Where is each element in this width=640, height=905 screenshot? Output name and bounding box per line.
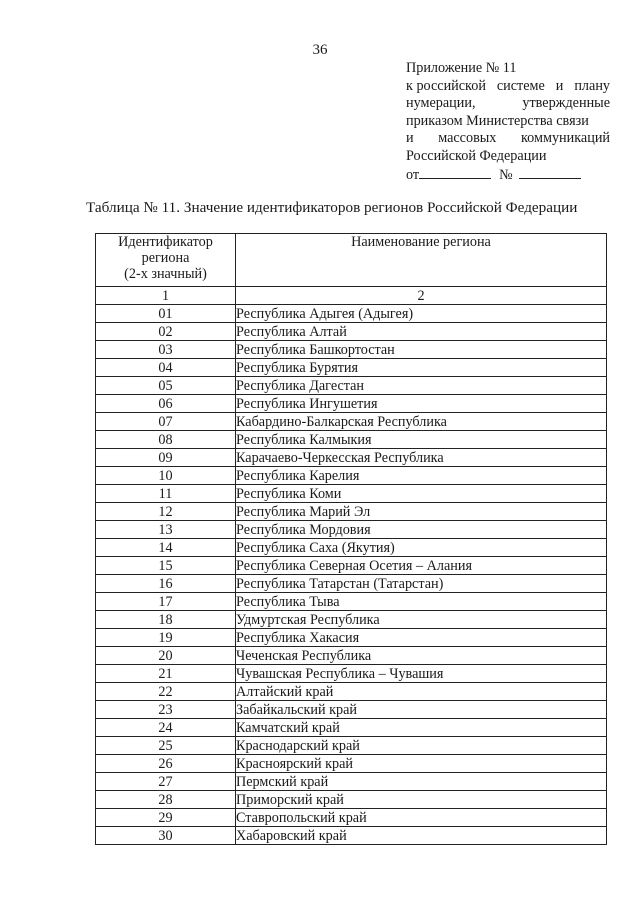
- region-name-cell: Республика Ингушетия: [236, 395, 607, 413]
- table-row: [96, 305, 607, 323]
- table-header-row: [96, 234, 607, 287]
- region-id-cell: 12: [96, 503, 236, 521]
- region-id-cell: 21: [96, 665, 236, 683]
- region-name-cell: Республика Калмыкия: [236, 431, 607, 449]
- table-row: [96, 665, 607, 683]
- region-id-cell: 01: [96, 305, 236, 323]
- region-id-cell: 17: [96, 593, 236, 611]
- region-id-cell: 29: [96, 809, 236, 827]
- region-name-cell: Карачаево-Черкесская Республика: [236, 449, 607, 467]
- table-row: [96, 503, 607, 521]
- region-id-cell: 18: [96, 611, 236, 629]
- table-row: [96, 413, 607, 431]
- appendix-line-4: [406, 130, 610, 148]
- region-id-cell: 20: [96, 647, 236, 665]
- region-id-cell: 14: [96, 539, 236, 557]
- region-id-cell: 25: [96, 737, 236, 755]
- region-name-cell: Республика Карелия: [236, 467, 607, 485]
- table-row: [96, 557, 607, 575]
- region-id-cell: 06: [96, 395, 236, 413]
- table-row: [96, 359, 607, 377]
- table-row: [96, 791, 607, 809]
- appendix-line-5: Российской Федерации: [406, 147, 547, 164]
- header-region-id: [96, 234, 236, 287]
- table-row: [96, 647, 607, 665]
- appendix-line-1-right: плану: [574, 77, 610, 94]
- table-row: [96, 521, 607, 539]
- region-id-cell: 10: [96, 467, 236, 485]
- region-name-cell: Приморский край: [236, 791, 607, 809]
- region-id-cell: 27: [96, 773, 236, 791]
- appendix-line-2: [406, 95, 610, 113]
- table-row: [96, 395, 607, 413]
- table-row: [96, 593, 607, 611]
- table-row: [96, 701, 607, 719]
- column-number-row: [96, 287, 607, 305]
- region-id-cell: 28: [96, 791, 236, 809]
- appendix-line-1-mid: системе: [496, 77, 545, 94]
- region-id-cell: 13: [96, 521, 236, 539]
- region-id-cell: 30: [96, 827, 236, 845]
- table-row: [96, 683, 607, 701]
- table-row: [96, 323, 607, 341]
- header-id-line-2: региона: [141, 250, 190, 266]
- table-row: [96, 773, 607, 791]
- table-row: [96, 719, 607, 737]
- table-row: [96, 431, 607, 449]
- table-caption: Таблица № 11. Значение идентификаторов регионов Российской Федерации: [86, 199, 578, 216]
- region-name-cell: Красноярский край: [236, 755, 607, 773]
- appendix-line-1-mid2: и: [555, 77, 564, 94]
- region-id-cell: 24: [96, 719, 236, 737]
- table-row: [96, 809, 607, 827]
- region-name-cell: Камчатский край: [236, 719, 607, 737]
- region-id-cell: 15: [96, 557, 236, 575]
- region-name-cell: Республика Алтай: [236, 323, 607, 341]
- appendix-line-1: [406, 78, 610, 96]
- region-name-cell: Республика Дагестан: [236, 377, 607, 395]
- region-name-cell: Республика Хакасия: [236, 629, 607, 647]
- appendix-block: [406, 60, 610, 184]
- column-number-2: 2: [236, 287, 607, 305]
- region-name-cell: Республика Марий Эл: [236, 503, 607, 521]
- region-name-cell: Республика Тыва: [236, 593, 607, 611]
- region-name-cell: Кабардино-Балкарская Республика: [236, 413, 607, 431]
- region-name-cell: Республика Северная Осетия – Алания: [236, 557, 607, 575]
- table-row: [96, 827, 607, 845]
- region-name-cell: Республика Бурятия: [236, 359, 607, 377]
- table-row: [96, 611, 607, 629]
- region-name-cell: Республика Башкортостан: [236, 341, 607, 359]
- header-id-line-1: Идентификатор: [118, 234, 213, 250]
- region-name-cell: Ставропольский край: [236, 809, 607, 827]
- column-number-1: 1: [96, 287, 236, 305]
- region-id-cell: 08: [96, 431, 236, 449]
- table-row: [96, 467, 607, 485]
- table-row: [96, 341, 607, 359]
- table-row: [96, 539, 607, 557]
- table-row: [96, 449, 607, 467]
- appendix-title: Приложение № 11: [406, 60, 517, 76]
- region-name-cell: Республика Татарстан (Татарстан): [236, 575, 607, 593]
- table-body: [96, 305, 607, 845]
- region-id-cell: 23: [96, 701, 236, 719]
- appendix-line-3: приказом Министерства связи: [406, 112, 589, 129]
- region-id-cell: 19: [96, 629, 236, 647]
- region-id-cell: 16: [96, 575, 236, 593]
- page-number: 36: [312, 42, 328, 58]
- region-name-cell: Чувашская Республика – Чувашия: [236, 665, 607, 683]
- region-id-cell: 05: [96, 377, 236, 395]
- table-row: [96, 485, 607, 503]
- date-blank: [419, 166, 491, 179]
- date-prefix: от: [406, 166, 420, 183]
- header-id-line-3: (2-х значный): [124, 266, 207, 282]
- region-name-cell: Алтайский край: [236, 683, 607, 701]
- region-name-cell: Республика Мордовия: [236, 521, 607, 539]
- region-id-cell: 07: [96, 413, 236, 431]
- appendix-line-2-left: нумерации,: [406, 95, 476, 112]
- region-name-cell: Пермский край: [236, 773, 607, 791]
- region-name-cell: Республика Коми: [236, 485, 607, 503]
- region-name-cell: Республика Саха (Якутия): [236, 539, 607, 557]
- table-row: [96, 629, 607, 647]
- appendix-line-4-mid: массовых: [438, 130, 497, 147]
- region-id-cell: 09: [96, 449, 236, 467]
- region-id-cell: 11: [96, 485, 236, 503]
- table-row: [96, 377, 607, 395]
- number-blank: [519, 166, 581, 179]
- regions-table: [95, 233, 607, 845]
- header-region-name: Наименование региона: [236, 234, 607, 287]
- region-name-cell: Удмуртская Республика: [236, 611, 607, 629]
- appendix-line-4-right: коммуникаций: [521, 130, 610, 147]
- region-name-cell: Хабаровский край: [236, 827, 607, 845]
- region-id-cell: 22: [96, 683, 236, 701]
- table-row: [96, 737, 607, 755]
- region-id-cell: 03: [96, 341, 236, 359]
- region-name-cell: Краснодарский край: [236, 737, 607, 755]
- table-row: [96, 575, 607, 593]
- region-name-cell: Республика Адыгея (Адыгея): [236, 305, 607, 323]
- region-name-cell: Чеченская Республика: [236, 647, 607, 665]
- region-name-cell: Забайкальский край: [236, 701, 607, 719]
- appendix-line-2-right: утвержденные: [522, 95, 610, 112]
- region-id-cell: 26: [96, 755, 236, 773]
- number-prefix: №: [499, 166, 513, 183]
- appendix-line-4-left: и: [406, 130, 414, 147]
- appendix-date-line: [406, 166, 610, 185]
- region-id-cell: 02: [96, 323, 236, 341]
- region-id-cell: 04: [96, 359, 236, 377]
- appendix-line-1-left: к российской: [406, 77, 486, 94]
- table-row: [96, 755, 607, 773]
